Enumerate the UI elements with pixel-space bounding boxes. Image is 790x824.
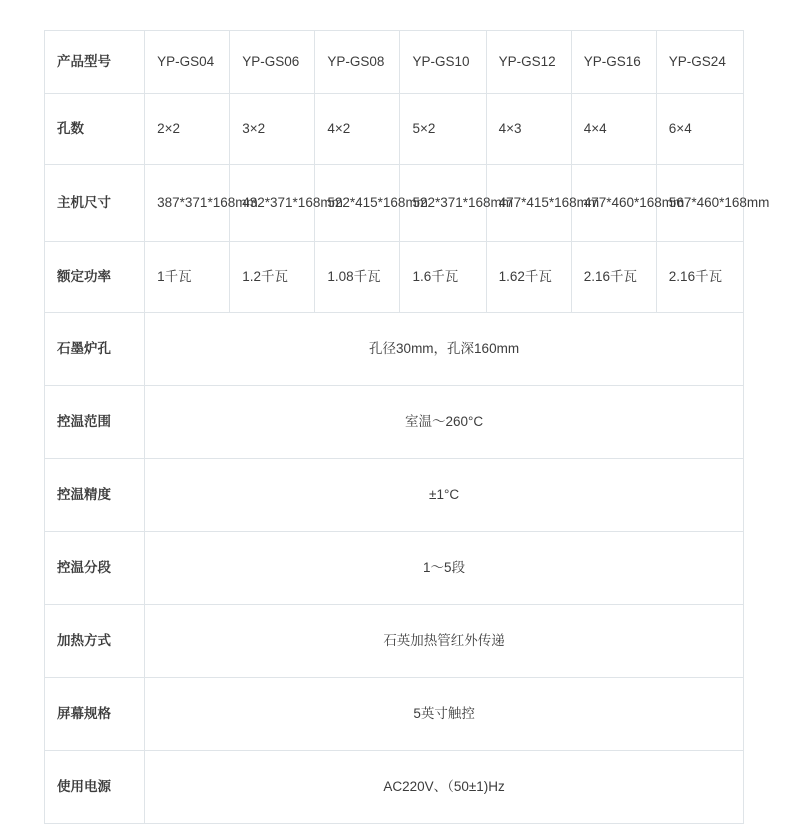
model-cell: YP-GS12 xyxy=(486,31,571,94)
row-label-screen: 屏幕规格 xyxy=(45,678,145,751)
dimension-cell: 477*415*168mm xyxy=(486,165,571,242)
row-label-model: 产品型号 xyxy=(45,31,145,94)
holes-cell: 4×2 xyxy=(315,94,400,165)
row-label-temp-accuracy: 控温精度 xyxy=(45,459,145,532)
row-label-graphite-hole: 石墨炉孔 xyxy=(45,313,145,386)
power-cell: 1.08千瓦 xyxy=(315,242,400,313)
graphite-hole-value: 孔径30mm，孔深160mm xyxy=(145,313,744,386)
row-label-heating-method: 加热方式 xyxy=(45,605,145,678)
model-cell: YP-GS08 xyxy=(315,31,400,94)
row-label-temp-range: 控温范围 xyxy=(45,386,145,459)
dimension-cell: 522*415*168mm xyxy=(315,165,400,242)
holes-cell: 4×4 xyxy=(571,94,656,165)
row-label-power-supply: 使用电源 xyxy=(45,751,145,824)
power-cell: 2.16千瓦 xyxy=(571,242,656,313)
specification-table-container xyxy=(44,30,770,824)
temp-accuracy-value: ±1°C xyxy=(145,459,744,532)
table-row xyxy=(45,532,744,605)
power-cell: 2.16千瓦 xyxy=(656,242,743,313)
model-cell: YP-GS06 xyxy=(230,31,315,94)
table-row xyxy=(45,605,744,678)
screen-value: 5英寸触控 xyxy=(145,678,744,751)
row-label-dimensions: 主机尺寸 xyxy=(45,165,145,242)
table-row xyxy=(45,386,744,459)
table-row xyxy=(45,313,744,386)
model-cell: YP-GS16 xyxy=(571,31,656,94)
row-label-temp-segments: 控温分段 xyxy=(45,532,145,605)
row-label-power: 额定功率 xyxy=(45,242,145,313)
model-cell: YP-GS24 xyxy=(656,31,743,94)
row-label-holes: 孔数 xyxy=(45,94,145,165)
dimension-cell: 387*371*168mm xyxy=(145,165,230,242)
model-cell: YP-GS04 xyxy=(145,31,230,94)
power-cell: 1.62千瓦 xyxy=(486,242,571,313)
specification-table xyxy=(44,30,770,824)
table-row xyxy=(45,751,744,824)
power-cell: 1.6千瓦 xyxy=(400,242,486,313)
table-row xyxy=(45,94,744,165)
dimension-cell: 432*371*168mm xyxy=(230,165,315,242)
dimension-cell: 522*371*168mm xyxy=(400,165,486,242)
table-row xyxy=(45,165,744,242)
dimension-cell: 477*460*168mm xyxy=(571,165,656,242)
power-cell: 1.2千瓦 xyxy=(230,242,315,313)
holes-cell: 4×3 xyxy=(486,94,571,165)
dimension-cell: 567*460*168mm xyxy=(656,165,743,242)
power-cell: 1千瓦 xyxy=(145,242,230,313)
model-cell: YP-GS10 xyxy=(400,31,486,94)
heating-method-value: 石英加热管红外传递 xyxy=(145,605,744,678)
table-row xyxy=(45,459,744,532)
temp-segments-value: 1～5段 xyxy=(145,532,744,605)
table-row xyxy=(45,31,744,94)
holes-cell: 5×2 xyxy=(400,94,486,165)
holes-cell: 3×2 xyxy=(230,94,315,165)
temp-range-value: 室温～260°C xyxy=(145,386,744,459)
holes-cell: 6×4 xyxy=(656,94,743,165)
table-row xyxy=(45,678,744,751)
table-row xyxy=(45,242,744,313)
power-supply-value: AC220V、（50±1)Hz xyxy=(145,751,744,824)
holes-cell: 2×2 xyxy=(145,94,230,165)
